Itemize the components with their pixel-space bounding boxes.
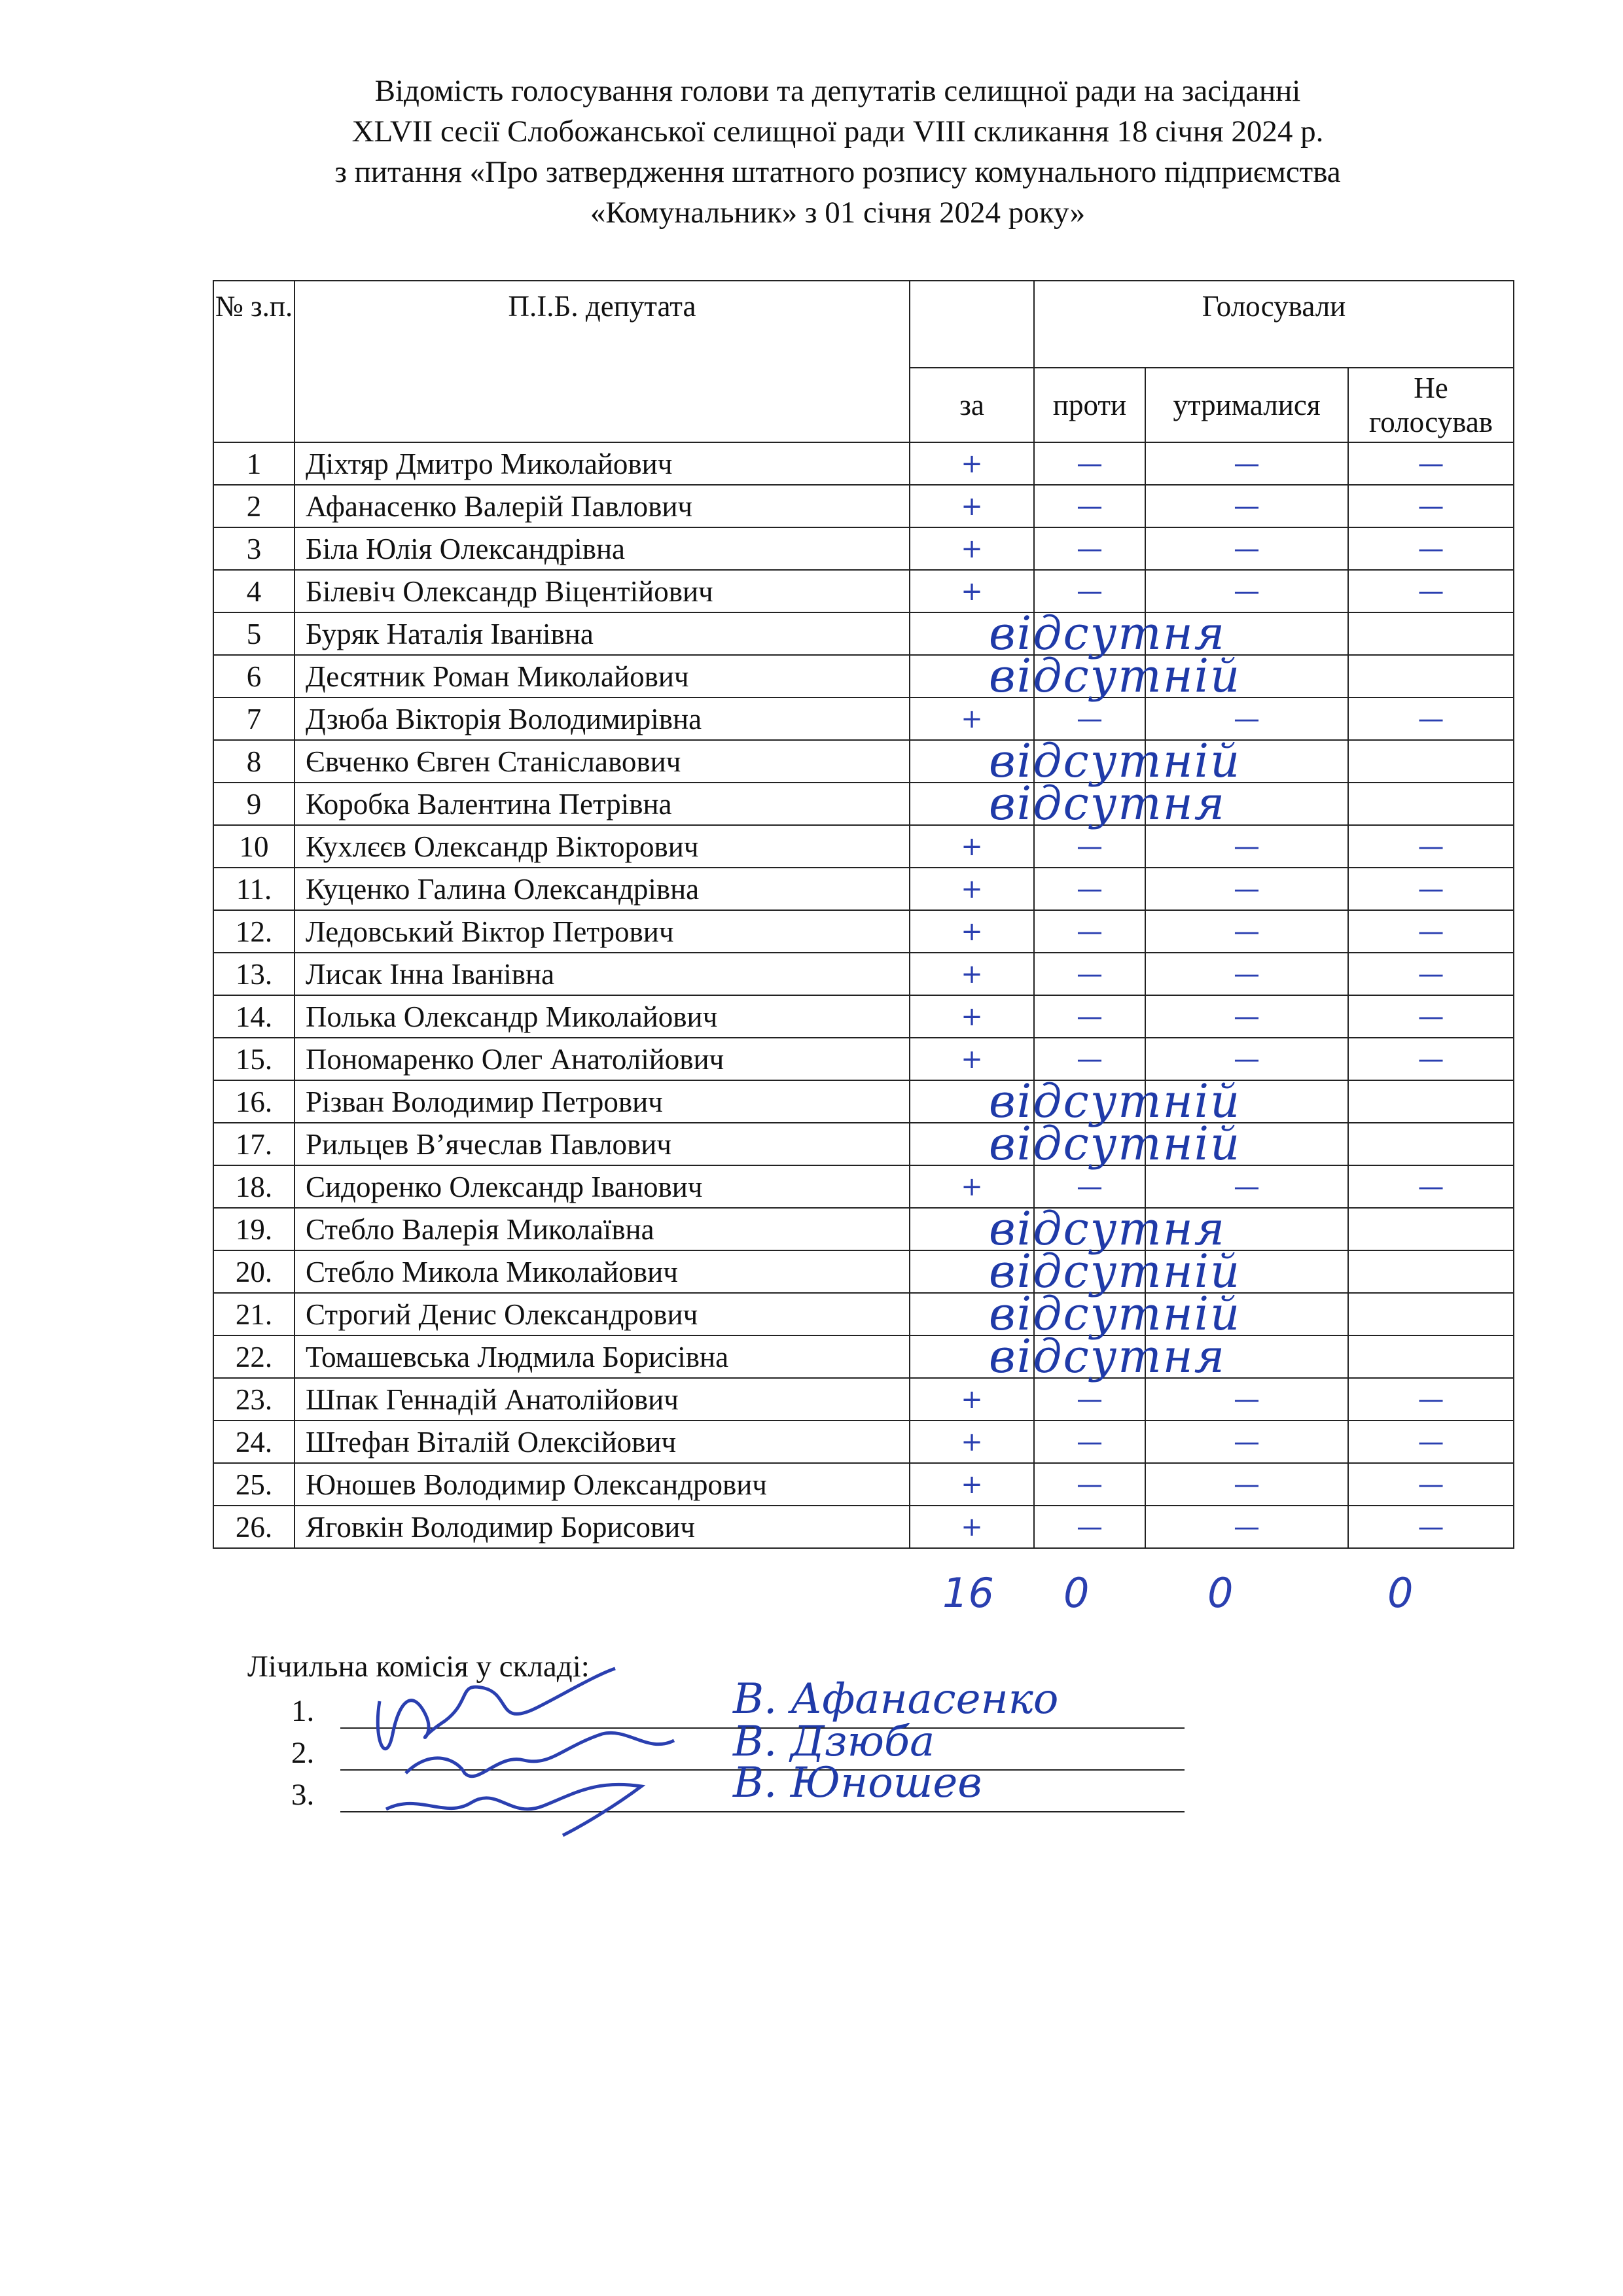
row-number: 26. bbox=[213, 1506, 294, 1548]
vote-abstained-mark: — bbox=[1234, 1426, 1260, 1457]
table-row bbox=[213, 1421, 1514, 1463]
row-number: 18. bbox=[213, 1165, 294, 1208]
vote-for-mark: + bbox=[961, 1171, 983, 1202]
vote-not-voted-cell bbox=[1348, 1250, 1514, 1293]
deputy-name: Коробка Валентина Петрівна bbox=[294, 783, 910, 825]
vote-abstained-mark: — bbox=[1234, 703, 1260, 734]
vote-not-voted-mark: — bbox=[1418, 1384, 1444, 1415]
total-for: 16 bbox=[942, 1569, 994, 1617]
vote-not-voted-cell bbox=[1348, 570, 1514, 612]
vote-not-voted-cell bbox=[1348, 442, 1514, 485]
member-name-1: В. Афанасенко bbox=[733, 1675, 1059, 1723]
vote-not-voted-mark: — bbox=[1418, 576, 1444, 607]
table-row bbox=[213, 1378, 1514, 1421]
row-number: 5 bbox=[213, 612, 294, 655]
table-row bbox=[213, 1463, 1514, 1506]
vote-not-voted-cell bbox=[1348, 740, 1514, 783]
vote-against-mark: — bbox=[1077, 1001, 1103, 1032]
deputy-name: Строгий Денис Олександрович bbox=[294, 1293, 910, 1335]
vote-for-cell bbox=[910, 1378, 1034, 1421]
table-row bbox=[213, 485, 1514, 527]
vote-for-mark: + bbox=[961, 1001, 983, 1032]
vote-abstained-mark: — bbox=[1234, 576, 1260, 607]
vote-not-voted-cell bbox=[1348, 825, 1514, 868]
vote-against-mark: — bbox=[1077, 959, 1103, 989]
vote-for-mark: + bbox=[961, 703, 983, 734]
header-voted: Голосували bbox=[1034, 281, 1514, 368]
vote-against-cell bbox=[1034, 527, 1145, 570]
vote-not-voted-mark: — bbox=[1418, 959, 1444, 989]
vote-not-voted-mark: — bbox=[1418, 1001, 1444, 1032]
vote-against-mark: — bbox=[1077, 1171, 1103, 1202]
vote-against-mark: — bbox=[1077, 831, 1103, 862]
vote-for-cell bbox=[910, 953, 1034, 995]
vote-not-voted-cell bbox=[1348, 485, 1514, 527]
row-number: 19. bbox=[213, 1208, 294, 1250]
vote-against-cell bbox=[1034, 868, 1145, 910]
deputy-name: Стебло Микола Миколайович bbox=[294, 1250, 910, 1293]
vote-not-voted-mark: — bbox=[1418, 874, 1444, 904]
row-number: 9 bbox=[213, 783, 294, 825]
deputy-name: Дзюба Вікторія Володимирівна bbox=[294, 698, 910, 740]
vote-not-voted-cell bbox=[1348, 655, 1514, 698]
row-number: 1 bbox=[213, 442, 294, 485]
document-title bbox=[196, 71, 1479, 233]
table-row bbox=[213, 1080, 1514, 1123]
deputy-name: Афанасенко Валерій Павлович bbox=[294, 485, 910, 527]
vote-abstained-cell bbox=[1145, 1421, 1348, 1463]
row-number: 15. bbox=[213, 1038, 294, 1080]
vote-abstained-cell bbox=[1145, 442, 1348, 485]
row-number: 21. bbox=[213, 1293, 294, 1335]
table-row bbox=[213, 783, 1514, 825]
row-number: 11. bbox=[213, 868, 294, 910]
deputy-name: Стебло Валерія Миколаївна bbox=[294, 1208, 910, 1250]
vote-abstained-mark: — bbox=[1234, 959, 1260, 989]
deputy-name: Томашевська Людмила Борисівна bbox=[294, 1335, 910, 1378]
member-name-3: В. Юношев bbox=[733, 1759, 982, 1807]
vote-against-mark: — bbox=[1077, 703, 1103, 734]
vote-not-voted-cell bbox=[1348, 1378, 1514, 1421]
table-row bbox=[213, 442, 1514, 485]
vote-abstained-mark: — bbox=[1234, 874, 1260, 904]
vote-against-cell bbox=[1034, 1506, 1145, 1548]
table-row bbox=[213, 612, 1514, 655]
vote-abstained-cell bbox=[1145, 868, 1348, 910]
vote-against-mark: — bbox=[1077, 874, 1103, 904]
vote-for-mark: + bbox=[961, 576, 983, 607]
header-against: проти bbox=[1034, 368, 1145, 442]
vote-against-cell bbox=[1034, 825, 1145, 868]
vote-not-voted-cell bbox=[1348, 612, 1514, 655]
absent-note: відсутня bbox=[989, 777, 1226, 830]
absent-note: відсутній bbox=[989, 734, 1241, 788]
deputy-name: Полька Олександр Миколайович bbox=[294, 995, 910, 1038]
row-number: 22. bbox=[213, 1335, 294, 1378]
vote-against-mark: — bbox=[1077, 1511, 1103, 1542]
table-row bbox=[213, 868, 1514, 910]
vote-for-mark: + bbox=[961, 1426, 983, 1457]
vote-not-voted-mark: — bbox=[1418, 703, 1444, 734]
row-number: 3 bbox=[213, 527, 294, 570]
vote-for-mark: + bbox=[961, 1384, 983, 1415]
vote-not-voted-mark: — bbox=[1418, 491, 1444, 521]
table-row bbox=[213, 698, 1514, 740]
vote-for-cell bbox=[910, 1421, 1034, 1463]
table-row bbox=[213, 910, 1514, 953]
table-row bbox=[213, 570, 1514, 612]
vote-not-voted-cell bbox=[1348, 1463, 1514, 1506]
title-line-4: «Комунальник» з 01 січня 2024 року» bbox=[590, 196, 1086, 230]
absent-note: відсутня bbox=[989, 1330, 1226, 1383]
vote-not-voted-cell bbox=[1348, 1123, 1514, 1165]
vote-against-mark: — bbox=[1077, 1469, 1103, 1500]
vote-for-mark: + bbox=[961, 916, 983, 947]
signature-2 bbox=[406, 1733, 674, 1776]
vote-abstained-mark: — bbox=[1234, 1001, 1260, 1032]
vote-for-cell bbox=[910, 649, 1241, 703]
vote-not-voted-cell bbox=[1348, 1165, 1514, 1208]
vote-against-cell bbox=[1034, 995, 1145, 1038]
vote-for-cell bbox=[910, 1506, 1034, 1548]
vote-abstained-mark: — bbox=[1234, 1511, 1260, 1542]
header-abstained: утрималися bbox=[1145, 368, 1348, 442]
row-number: 17. bbox=[213, 1123, 294, 1165]
row-number: 13. bbox=[213, 953, 294, 995]
title-line-1: Відомість голосування голови та депутатів селищної ради на засіданні bbox=[374, 74, 1301, 108]
signature-3 bbox=[386, 1784, 641, 1835]
vote-not-voted-mark: — bbox=[1418, 1426, 1444, 1457]
vote-not-voted-cell bbox=[1348, 868, 1514, 910]
row-number: 12. bbox=[213, 910, 294, 953]
vote-abstained-cell bbox=[1145, 825, 1348, 868]
vote-for-mark: + bbox=[961, 959, 983, 989]
vote-not-voted-mark: — bbox=[1418, 1511, 1444, 1542]
absent-note: відсутній bbox=[989, 1245, 1241, 1298]
vote-not-voted-cell bbox=[1348, 995, 1514, 1038]
vote-for-mark: + bbox=[961, 1469, 983, 1500]
vote-not-voted-cell bbox=[1348, 1421, 1514, 1463]
header-not-voted: Не голосував bbox=[1348, 368, 1514, 442]
vote-abstained-mark: — bbox=[1234, 1171, 1260, 1202]
member-index: 1. bbox=[291, 1694, 315, 1728]
vote-against-mark: — bbox=[1077, 1426, 1103, 1457]
table-row bbox=[213, 1208, 1514, 1250]
vote-abstained-mark: — bbox=[1234, 533, 1260, 564]
table-row bbox=[213, 1250, 1514, 1293]
title-line-2: XLVII сесії Слобожанської селищної ради VIII скликання 18 січня 2024 р. bbox=[351, 115, 1324, 149]
vote-for-cell bbox=[910, 485, 1034, 527]
vote-against-mark: — bbox=[1077, 533, 1103, 564]
deputy-name: Лисак Інна Іванівна bbox=[294, 953, 910, 995]
vote-abstained-cell bbox=[1145, 1378, 1348, 1421]
vote-against-mark: — bbox=[1077, 1384, 1103, 1415]
vote-abstained-cell bbox=[1145, 1506, 1348, 1548]
row-number: 10 bbox=[213, 825, 294, 868]
vote-abstained-cell bbox=[1145, 910, 1348, 953]
deputy-name: Штефан Віталій Олексійович bbox=[294, 1421, 910, 1463]
vote-not-voted-cell bbox=[1348, 527, 1514, 570]
vote-against-cell bbox=[1034, 442, 1145, 485]
row-number: 16. bbox=[213, 1080, 294, 1123]
table-row bbox=[213, 1165, 1514, 1208]
deputy-name: Рильцев В’ячеслав Павлович bbox=[294, 1123, 910, 1165]
vote-abstained-cell bbox=[1145, 995, 1348, 1038]
deputy-name: Різван Володимир Петрович bbox=[294, 1080, 910, 1123]
row-number: 24. bbox=[213, 1421, 294, 1463]
row-number: 14. bbox=[213, 995, 294, 1038]
vote-abstained-mark: — bbox=[1234, 1469, 1260, 1500]
vote-against-mark: — bbox=[1077, 491, 1103, 521]
vote-not-voted-mark: — bbox=[1418, 533, 1444, 564]
vote-not-voted-cell bbox=[1348, 1080, 1514, 1123]
vote-for-cell bbox=[910, 995, 1034, 1038]
deputy-name: Яговкін Володимир Борисович bbox=[294, 1506, 910, 1548]
table-row bbox=[213, 1506, 1514, 1548]
vote-for-cell bbox=[910, 910, 1034, 953]
vote-abstained-mark: — bbox=[1234, 916, 1260, 947]
commission-member-1 bbox=[291, 1693, 340, 1729]
vote-not-voted-cell bbox=[1348, 1335, 1514, 1378]
absent-note: відсутній bbox=[989, 649, 1241, 703]
commission-member-2 bbox=[291, 1735, 340, 1771]
vote-not-voted-cell bbox=[1348, 1506, 1514, 1548]
table-row bbox=[213, 1123, 1514, 1165]
header-for: за bbox=[910, 368, 1034, 442]
member-index: 2. bbox=[291, 1736, 315, 1770]
vote-abstained-cell bbox=[1145, 527, 1348, 570]
vote-for-mark: + bbox=[961, 533, 983, 564]
table-row bbox=[213, 825, 1514, 868]
table-row bbox=[213, 1335, 1514, 1378]
vote-not-voted-mark: — bbox=[1418, 916, 1444, 947]
deputy-name: Євченко Євген Станіславович bbox=[294, 740, 910, 783]
deputy-name: Пономаренко Олег Анатолійович bbox=[294, 1038, 910, 1080]
table-row bbox=[213, 527, 1514, 570]
vote-abstained-mark: — bbox=[1234, 1384, 1260, 1415]
deputy-name: Буряк Наталія Іванівна bbox=[294, 612, 910, 655]
row-number: 7 bbox=[213, 698, 294, 740]
deputy-name: Сидоренко Олександр Іванович bbox=[294, 1165, 910, 1208]
header-blank bbox=[910, 281, 1034, 368]
deputy-name: Куценко Галина Олександрівна bbox=[294, 868, 910, 910]
table-row bbox=[213, 1293, 1514, 1335]
commission-member-3 bbox=[291, 1777, 340, 1812]
vote-not-voted-mark: — bbox=[1418, 448, 1444, 479]
total-not-voted: 0 bbox=[1387, 1569, 1414, 1617]
vote-not-voted-cell bbox=[1348, 953, 1514, 995]
row-number: 25. bbox=[213, 1463, 294, 1506]
vote-against-cell bbox=[1034, 953, 1145, 995]
vote-against-mark: — bbox=[1077, 916, 1103, 947]
vote-against-cell bbox=[1034, 910, 1145, 953]
row-number: 8 bbox=[213, 740, 294, 783]
vote-not-voted-cell bbox=[1348, 698, 1514, 740]
deputy-name: Шпак Геннадій Анатолійович bbox=[294, 1378, 910, 1421]
table-row bbox=[213, 740, 1514, 783]
deputy-name: Кухлєєв Олександр Вікторович bbox=[294, 825, 910, 868]
member-name-2: В. Дзюба bbox=[733, 1718, 935, 1766]
header-name: П.І.Б. депутата bbox=[294, 281, 910, 442]
table-row bbox=[213, 655, 1514, 698]
total-abstained: 0 bbox=[1207, 1569, 1234, 1617]
vote-not-voted-mark: — bbox=[1418, 1469, 1444, 1500]
signature-1 bbox=[378, 1669, 615, 1749]
vote-for-cell bbox=[910, 1117, 1241, 1171]
deputy-name: Біла Юлія Олександрівна bbox=[294, 527, 910, 570]
deputy-name: Діхтяр Дмитро Миколайович bbox=[294, 442, 910, 485]
vote-abstained-mark: — bbox=[1234, 1044, 1260, 1074]
absent-note: відсутній bbox=[989, 1074, 1241, 1128]
absent-note: відсутній bbox=[989, 1287, 1241, 1341]
voting-table bbox=[213, 280, 1514, 1549]
vote-for-cell bbox=[910, 442, 1034, 485]
vote-abstained-cell bbox=[1145, 485, 1348, 527]
title-line-3: з питання «Про затвердження штатного розпису комунального підприємства bbox=[334, 155, 1341, 189]
row-number: 2 bbox=[213, 485, 294, 527]
deputy-name: Десятник Роман Миколайович bbox=[294, 655, 910, 698]
vote-not-voted-mark: — bbox=[1418, 1044, 1444, 1074]
absent-note: відсутня bbox=[989, 1202, 1226, 1256]
vote-for-cell bbox=[910, 1330, 1226, 1383]
row-number: 23. bbox=[213, 1378, 294, 1421]
vote-against-cell bbox=[1034, 1378, 1145, 1421]
vote-not-voted-cell bbox=[1348, 910, 1514, 953]
header-num: № з.п. bbox=[213, 281, 294, 442]
row-number: 6 bbox=[213, 655, 294, 698]
row-number: 20. bbox=[213, 1250, 294, 1293]
vote-not-voted-cell bbox=[1348, 1293, 1514, 1335]
table-row bbox=[213, 995, 1514, 1038]
vote-not-voted-mark: — bbox=[1418, 831, 1444, 862]
vote-not-voted-mark: — bbox=[1418, 1171, 1444, 1202]
vote-for-mark: + bbox=[961, 874, 983, 904]
vote-against-cell bbox=[1034, 485, 1145, 527]
table-row bbox=[213, 953, 1514, 995]
vote-not-voted-cell bbox=[1348, 1038, 1514, 1080]
absent-note: відсутній bbox=[989, 1117, 1241, 1171]
deputy-name: Білевіч Олександр Віцентійович bbox=[294, 570, 910, 612]
total-against: 0 bbox=[1063, 1569, 1090, 1617]
vote-for-cell bbox=[910, 825, 1034, 868]
row-number: 4 bbox=[213, 570, 294, 612]
table-row bbox=[213, 1038, 1514, 1080]
vote-for-cell bbox=[910, 527, 1034, 570]
vote-for-cell bbox=[910, 777, 1226, 830]
absent-note: відсутня bbox=[989, 607, 1226, 660]
deputy-name: Ледовський Віктор Петрович bbox=[294, 910, 910, 953]
vote-for-mark: + bbox=[961, 1511, 983, 1542]
vote-for-mark: + bbox=[961, 831, 983, 862]
commission-label: Лічильна комісія у складі: bbox=[247, 1650, 590, 1684]
vote-against-cell bbox=[1034, 1421, 1145, 1463]
vote-abstained-mark: — bbox=[1234, 448, 1260, 479]
vote-against-mark: — bbox=[1077, 1044, 1103, 1074]
vote-abstained-cell bbox=[1145, 1463, 1348, 1506]
vote-for-mark: + bbox=[961, 448, 983, 479]
vote-abstained-mark: — bbox=[1234, 491, 1260, 521]
vote-against-mark: — bbox=[1077, 576, 1103, 607]
vote-for-cell bbox=[910, 868, 1034, 910]
member-index: 3. bbox=[291, 1778, 315, 1812]
vote-abstained-mark: — bbox=[1234, 831, 1260, 862]
vote-abstained-cell bbox=[1145, 953, 1348, 995]
vote-for-mark: + bbox=[961, 491, 983, 521]
vote-against-mark: — bbox=[1077, 448, 1103, 479]
deputy-name: Юношев Володимир Олександрович bbox=[294, 1463, 910, 1506]
vote-for-mark: + bbox=[961, 1044, 983, 1074]
vote-not-voted-cell bbox=[1348, 783, 1514, 825]
vote-against-cell bbox=[1034, 1463, 1145, 1506]
signature-scribbles bbox=[366, 1662, 733, 1845]
vote-not-voted-cell bbox=[1348, 1208, 1514, 1250]
vote-for-cell bbox=[910, 1463, 1034, 1506]
